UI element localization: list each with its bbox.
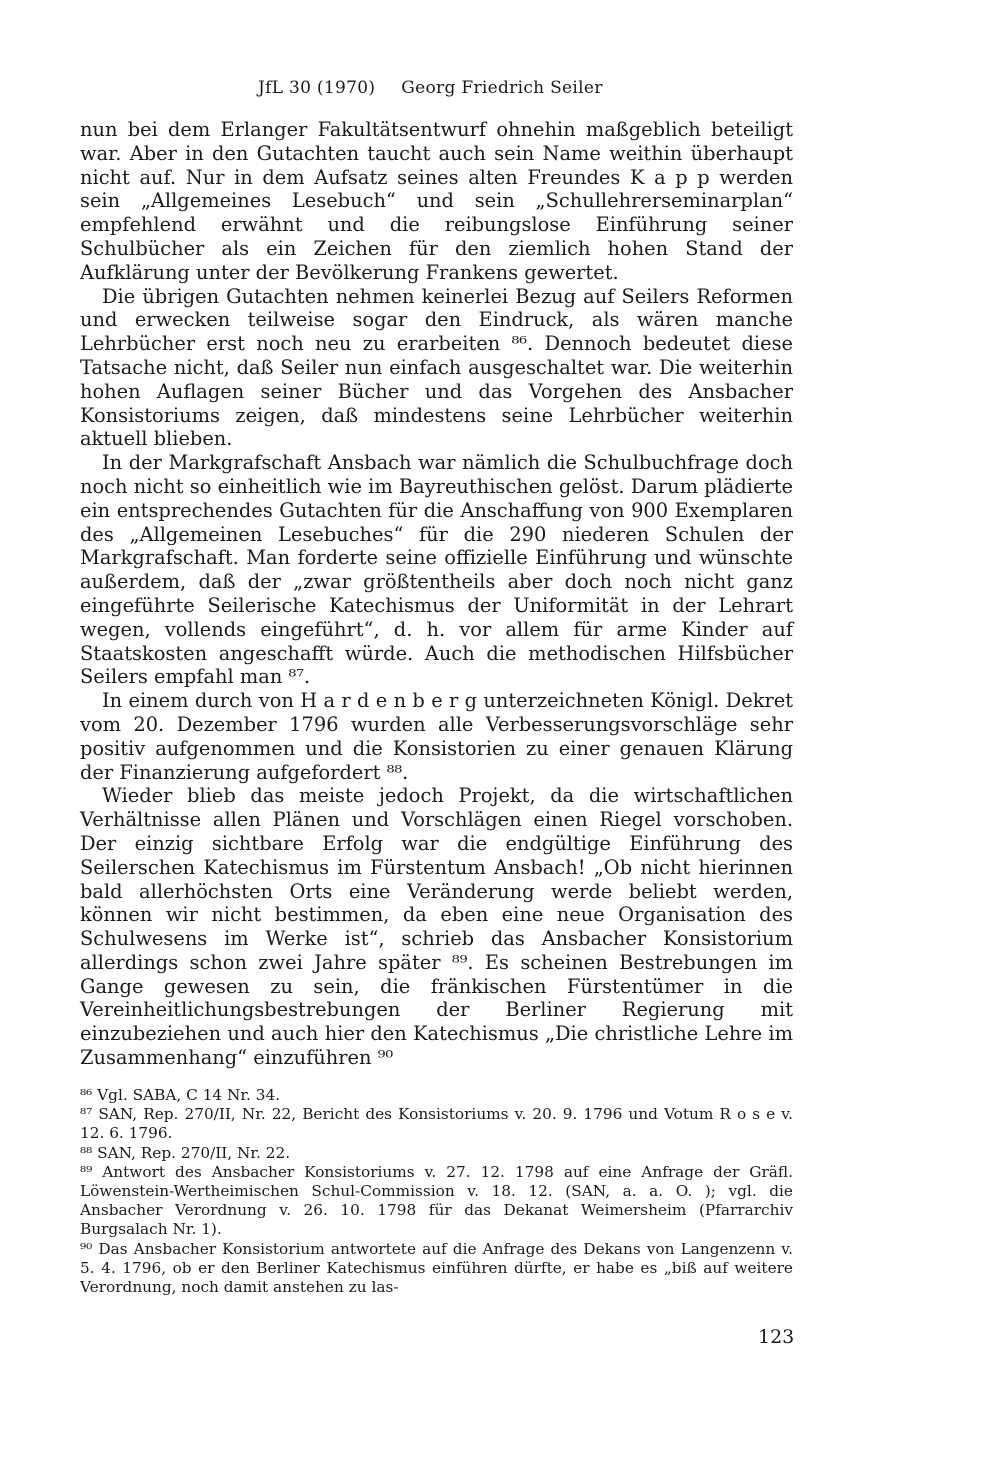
paragraph: Wieder blieb das meiste jedoch Projekt, da die wirtschaftlichen Verhältnisse allen Plänen und Vorschlägen einen Riegel vorschoben. Der einzig sichtbare Erfolg war die endgültige Einführung des Seilerschen Katechismus im Fürstentum Ansbach! „Ob nicht hierinnen bald allerhöchsten Orts eine Veränderung werde beliebt werden, können wir nicht bestimmen, da eben eine neue Organisation des Schulwesens im Werke ist“, schrieb das Ansbacher Konsistorium allerdings schon zwei Jahre später ⁸⁹. Es scheinen Bestrebungen im Gange gewesen zu sein, die fränkischen Fürstentümer in die Vereinheitlichungsbestrebungen der Berliner Regierung mit einzubeziehen und auch hier den Katechismus „Die christliche Lehre im Zusammenhang“ einzuführen ⁹⁰ [80,784,793,1070]
footnote: ⁸⁸ SAN, Rep. 270/II, Nr. 22. [80,1143,291,1162]
paragraph: Die übrigen Gutachten nehmen keinerlei Bezug auf Seilers Reformen und erwecken teilweise sogar den Eindruck, als wären manche Lehrbücher erst noch neu zu erarbeiten ⁸⁶. Dennoch bedeutet diese Tatsache nicht, daß Seiler nun einfach ausgeschaltet war. Die weiterhin hohen Auflagen seiner Bücher und das Vorgehen des Ansbacher Konsistoriums zeigen, daß mindestens seine Lehrbücher weiterhin aktuell blieben. [80,284,793,451]
author-name: Georg Friedrich Seiler [401,78,603,98]
running-head [258,78,629,98]
journal-reference: JfL 30 (1970) [258,78,376,98]
footnotes [80,1086,793,1297]
body-text [80,118,793,1070]
paragraph: In einem durch von H a r d e n b e r g unterzeichneten Königl. Dekret vom 20. Dezember 1796 wurden alle Verbesserungsvorschläge sehr positiv aufgenommen und die Konsistorien zu einer genauen Klärung der Finanzierung aufgefordert ⁸⁸. [80,689,793,784]
page-number: 123 [758,1326,795,1348]
footnote: ⁸⁹ Antwort des Ansbacher Konsistoriums v. 27. 12. 1798 auf eine Anfrage der Gräfl. Löwenstein-Wertheimischen Schul-Commission v. 18. 12. (SAN, a. a. O. ); vgl. die Ansbacher Verordnung v. 26. 10. 1798 für das Dekanat Weimersheim (Pfarrarchiv Burgsalach Nr. 1). [80,1162,793,1239]
footnote: ⁸⁷ SAN, Rep. 270/II, Nr. 22, Bericht des Konsistoriums v. 20. 9. 1796 und Votum R o s e v. 12. 6. 1796. [80,1105,793,1143]
paragraph: In der Markgrafschaft Ansbach war nämlich die Schulbuchfrage doch noch nicht so einheitlich wie im Bayreuthischen gelöst. Darum plädierte ein entsprechendes Gutachten für die Anschaffung von 900 Exemplaren des „Allgemeinen Lesebuches“ für die 290 niederen Schulen der Markgrafschaft. Man forderte seine offizielle Einführung und wünschte außerdem, daß der „zwar größtentheils aber doch noch nicht ganz eingeführte Seilerische Katechismus der Uniformität in der Lehrart wegen, vollends eingeführt“, d. h. vor allem für arme Kinder auf Staatskosten angeschafft würde. Auch die methodischen Hilfsbücher Seilers empfahl man ⁸⁷. [80,451,793,689]
paragraph: nun bei dem Erlanger Fakultätsentwurf ohnehin maßgeblich beteiligt war. Aber in den Gutachten taucht auch sein Name weithin überhaupt nicht auf. Nur in dem Aufsatz seines alten Freundes K a p p werden sein „Allgemeines Lesebuch“ und sein „Schullehrerseminarplan“ empfehlend erwähnt und die reibungslose Einführung seiner Schulbücher als ein Zeichen für den ziemlich hohen Stand der Aufklärung unter der Bevölkerung Frankens gewertet. [80,118,793,284]
footnote: ⁸⁶ Vgl. SABA, C 14 Nr. 34. [80,1086,281,1104]
footnote: ⁹⁰ Das Ansbacher Konsistorium antwortete auf die Anfrage des Dekans von Langenzenn v. 5. 4. 1796, ob er den Berliner Katechismus einführen dürfte, er habe es „biß auf weitere Verordnung, noch damit anstehen zu las- [80,1239,793,1297]
